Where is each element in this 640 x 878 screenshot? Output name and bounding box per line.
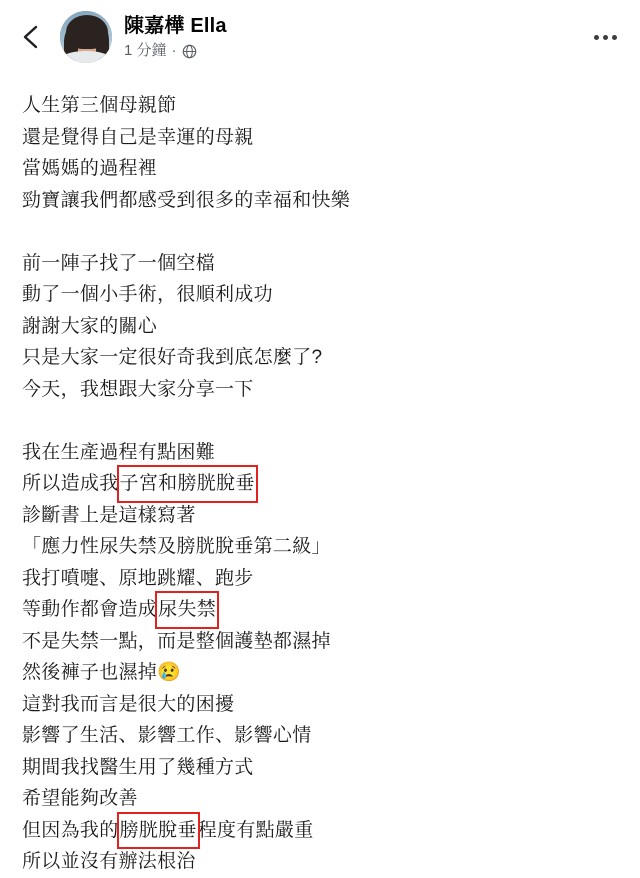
avatar-shirt	[64, 51, 108, 63]
post-text: 當媽媽的過程裡	[22, 158, 158, 179]
post-line	[22, 720, 618, 752]
post-text: 「應力性尿失禁及膀胱脫垂第二級」	[22, 536, 331, 557]
timestamp[interactable]: 1 分鐘	[124, 42, 167, 59]
chevron-left-icon	[21, 24, 41, 50]
globe-icon[interactable]	[182, 44, 197, 59]
post-meta	[124, 42, 584, 60]
post-content	[0, 72, 640, 878]
post-line	[22, 594, 618, 626]
post-line	[22, 248, 618, 280]
post-text: 我打噴嚏、原地跳耀、跑步	[22, 567, 254, 589]
highlighted-term: 尿失禁	[157, 594, 217, 626]
post-line	[22, 153, 618, 185]
more-options-icon	[594, 35, 617, 40]
post-text: 影響了生活、影響工作、影響心情	[22, 725, 312, 746]
post-text: 只是大家一定很好奇我到底怎麼了?	[22, 347, 323, 368]
post-text: 希望能夠改善	[22, 788, 138, 809]
post-line	[22, 90, 618, 122]
post-line	[22, 216, 618, 248]
highlighted-term: 子宮和膀胱脫垂	[119, 468, 256, 500]
avatar[interactable]	[60, 11, 112, 63]
post-line	[22, 752, 618, 784]
post-line	[22, 626, 618, 658]
page-right-edge	[628, 0, 640, 795]
post-line	[22, 468, 618, 500]
post-text: 所以並沒有辦法根治	[22, 851, 196, 872]
post-line	[22, 311, 618, 343]
post-line	[22, 846, 618, 878]
author-info	[124, 14, 584, 60]
post-line	[22, 783, 618, 815]
post-text: 等動作都會造成	[22, 599, 158, 620]
post-line	[22, 689, 618, 721]
more-options-button[interactable]	[584, 20, 626, 54]
post-text: 還是覺得自己是幸運的母親	[22, 126, 254, 148]
post-text: 勁寶讓我們都感受到很多的幸福和快樂	[22, 189, 351, 211]
post-line	[22, 279, 618, 311]
post-text: 然後褲子也濕掉😢	[22, 662, 182, 683]
post-line	[22, 563, 618, 595]
post-text: 動了一個小手術，很順利成功	[22, 284, 273, 305]
post-line	[22, 815, 618, 847]
post-text: 人生第三個母親節	[22, 95, 177, 116]
post-line	[22, 342, 618, 374]
post-text: 謝謝大家的關心	[22, 315, 158, 337]
post-line	[22, 657, 618, 689]
meta-separator: ·	[171, 42, 177, 59]
post-line	[22, 185, 618, 217]
post-text: 程度有點嚴重	[197, 819, 314, 841]
post-text: 診斷書上是這樣寫著	[22, 504, 196, 526]
post-text: 期間我找醫生用了幾種方式	[22, 756, 254, 778]
post-text: 今天，我想跟大家分享一下	[22, 378, 254, 400]
post-text: 所以造成我	[22, 473, 119, 494]
post-line	[22, 500, 618, 532]
post-text: 前一陣子找了一個空檔	[22, 252, 216, 274]
post-text: 但因為我的	[22, 819, 119, 841]
post-text: 這對我而言是很大的困擾	[22, 693, 235, 715]
post-line	[22, 122, 618, 154]
post-line	[22, 374, 618, 406]
post-line	[22, 437, 618, 469]
highlighted-term: 膀胱脫垂	[119, 815, 198, 847]
post-line	[22, 405, 618, 437]
post-text: 不是失禁一點，而是整個護墊都濕掉	[22, 630, 331, 652]
post-text: 我在生產過程有點困難	[22, 441, 216, 463]
author-name[interactable]: 陳嘉樺 Ella	[124, 15, 227, 37]
back-button[interactable]	[14, 20, 48, 54]
post-header	[0, 0, 640, 72]
post-line	[22, 531, 618, 563]
